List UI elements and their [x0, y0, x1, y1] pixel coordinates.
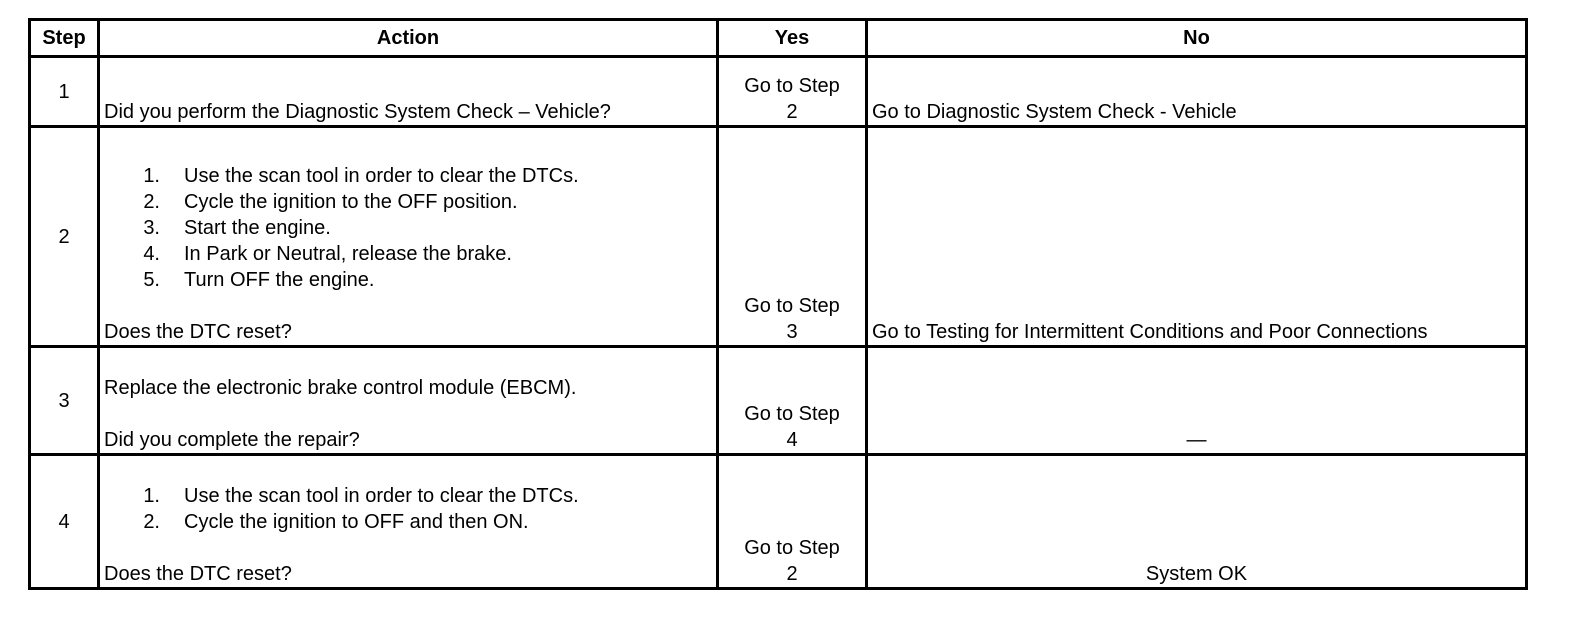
yes-goto-label: Go to Step — [744, 75, 840, 97]
yes-cell — [718, 127, 867, 347]
yes-goto-step: 4 — [786, 429, 798, 451]
yes-goto-label: Go to Step — [744, 537, 840, 559]
header-row — [30, 20, 1527, 57]
action-steps-list — [104, 483, 712, 535]
yes-cell — [718, 57, 867, 127]
step-number: 2 — [30, 127, 99, 347]
table-row — [30, 57, 1527, 127]
header-step: Step — [30, 20, 99, 57]
action-cell — [99, 455, 718, 589]
action-instruction: Replace the electronic brake control module (EBCM). — [104, 377, 577, 399]
header-action: Action — [99, 20, 718, 57]
table-row — [30, 347, 1527, 455]
diagnostic-table — [28, 18, 1528, 590]
action-cell — [99, 347, 718, 455]
step-number: 3 — [30, 347, 99, 455]
action-cell — [99, 57, 718, 127]
no-cell: Go to Testing for Intermittent Conditions and Poor Connections — [867, 127, 1527, 347]
step-number: 4 — [30, 455, 99, 589]
no-cell: — — [867, 347, 1527, 455]
list-item: 3. Start the engine. — [143, 217, 331, 239]
list-item: 1. Use the scan tool in order to clear the DTCs. — [143, 165, 579, 187]
action-steps-list — [104, 163, 712, 293]
no-cell: Go to Diagnostic System Check - Vehicle — [867, 57, 1527, 127]
step-number: 1 — [30, 57, 99, 127]
yes-goto-step: 2 — [786, 563, 798, 585]
action-question: Did you perform the Diagnostic System Check – Vehicle? — [104, 101, 611, 123]
yes-cell — [718, 347, 867, 455]
header-no: No — [867, 20, 1527, 57]
list-item: 2. Cycle the ignition to OFF and then ON. — [143, 511, 529, 533]
action-question: Does the DTC reset? — [104, 321, 292, 343]
yes-goto-step: 2 — [786, 101, 798, 123]
yes-goto-label: Go to Step — [744, 295, 840, 317]
yes-goto-label: Go to Step — [744, 403, 840, 425]
table-row — [30, 127, 1527, 347]
action-question: Did you complete the repair? — [104, 429, 360, 451]
yes-goto-step: 3 — [786, 321, 798, 343]
action-cell — [99, 127, 718, 347]
list-item: 2. Cycle the ignition to the OFF position. — [143, 191, 518, 213]
list-item: 5. Turn OFF the engine. — [143, 269, 375, 291]
yes-cell — [718, 455, 867, 589]
no-cell: System OK — [867, 455, 1527, 589]
list-item: 4. In Park or Neutral, release the brake. — [143, 243, 512, 265]
header-yes: Yes — [718, 20, 867, 57]
list-item: 1. Use the scan tool in order to clear the DTCs. — [143, 485, 579, 507]
table-row — [30, 455, 1527, 589]
action-question: Does the DTC reset? — [104, 563, 292, 585]
